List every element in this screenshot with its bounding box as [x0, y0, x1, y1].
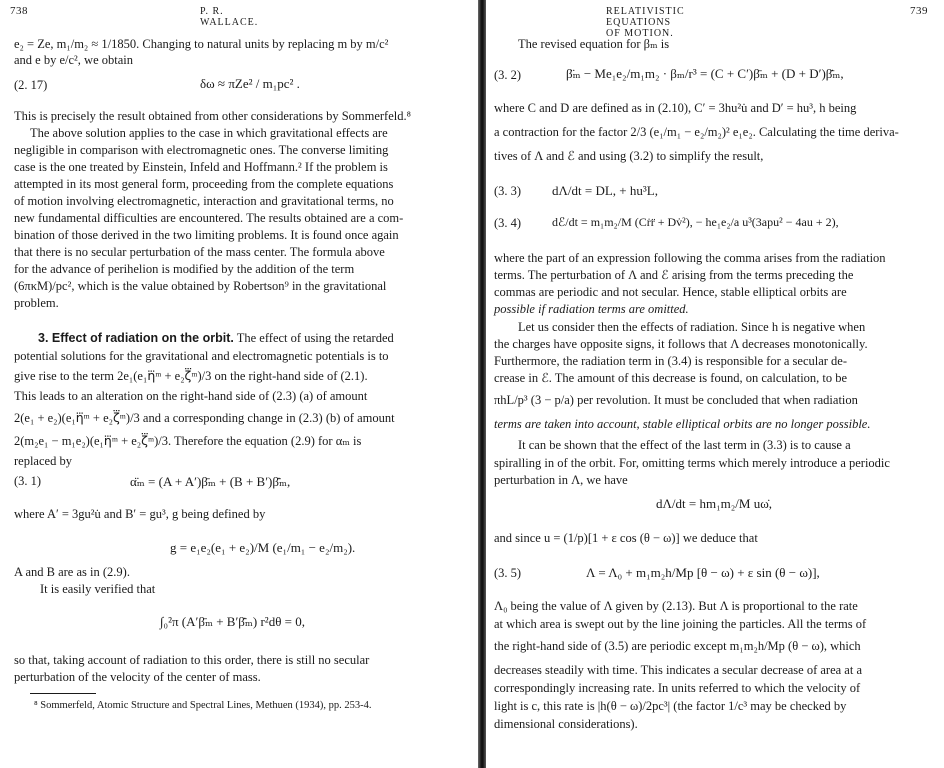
- eq-3-2: β̈ₘ − Me₁e₂/m₁m₂ · βₘ/r³ = (C + C′)β̄ₘ + (D + D′)β̄̇ₘ,: [566, 66, 844, 81]
- left-line-7: attempted in its most general form, proceeding from the complete equations: [14, 177, 394, 191]
- left-line-13: (6πκM)/pc², which is the value obtained by Robertson⁹ in the gravitational: [14, 279, 387, 293]
- eq-3-1-label: (3. 1): [14, 474, 42, 488]
- eq-3-4: dℰ/dt = m₁m₂/M (Cṙr̈ + Dv̇²), − he₁e₂/a u³(3apu² − 4au + 2),: [552, 215, 839, 229]
- left-line-22: A and B are as in (2.9).: [14, 565, 130, 579]
- right-line-15: It can be shown that the effect of the last term in (3.3) is to cause a: [518, 438, 851, 452]
- left-line-5: negligible in comparison with electromagnetic ones. The converse limiting: [14, 143, 389, 157]
- right-line-5: where the part of an expression following the comma arises from the radiation: [494, 251, 886, 265]
- left-page-number: 738: [10, 5, 28, 17]
- book-gutter: [478, 0, 486, 768]
- left-line-24: so that, taking account of radiation to this order, there is still no secular: [14, 653, 370, 667]
- left-line-11: that there is no secular perturbation of the mass center. The formula above: [14, 245, 385, 259]
- right-line-13: πhL/p³ (3 − p/a) per revolution. It must be concluded that when radiation: [494, 393, 858, 407]
- eq-3-2-label: (3. 2): [494, 68, 522, 82]
- eq-g-definition: g = e₁e₂(e₁ + e₂)/M (e₁/m₁ − e₂/m₂).: [170, 540, 356, 555]
- right-page: [486, 0, 944, 768]
- footnote: ⁸ Sommerfeld, Atomic Structure and Spectral Lines, Methuen (1934), pp. 253-4.: [34, 700, 372, 711]
- right-line-20: at which area is swept out by the line joining the particles. All the terms of: [494, 617, 867, 631]
- eq-3-1: α̈ₘ = (A + A′)β̄ₘ + (B + B′)β̄̇ₘ,: [130, 474, 291, 489]
- right-line-10: the charges have opposite signs, it follows that Λ decreases monotonically.: [494, 337, 868, 351]
- left-line-1: e₂ = Ze, m₁/m₂ ≈ 1/1850. Changing to natural units by replacing m by m/c²: [14, 37, 389, 51]
- left-line-14: problem.: [14, 296, 59, 310]
- left-line-12: for the advance of perihelion is modified by the addition of the term: [14, 262, 355, 276]
- right-line-19: Λ₀ being the value of Λ given by (2.13). But Λ is proportional to the rate: [494, 599, 858, 613]
- right-line-11: Furthermore, the radiation term in (3.4) is responsible for a secular de-: [494, 354, 848, 368]
- left-line-19: 2(m₂e₁ − m₁e₂)(e₁η⃛ᵐ + e₂ζ⃛ᵐ)/3. Therefore the equation (2.9) for αₘ is: [14, 434, 362, 448]
- left-line-16: give rise to the term 2e₁(e₁η⃛ᵐ + e₂ζ⃛ᵐ)/3 on the right-hand side of (2.1).: [14, 369, 368, 383]
- right-line-1: The revised equation for βₘ is: [518, 37, 670, 51]
- right-page-number: 739: [910, 5, 928, 17]
- right-line-16: spiralling in of the orbit. For, omitting terms which merely introduce a periodic: [494, 456, 890, 470]
- section-continuation: The effect of using the retarded: [236, 331, 394, 345]
- left-line-3: This is precisely the result obtained from other considerations by Sommerfeld.⁸: [14, 109, 411, 123]
- eq-3-5: Λ = Λ₀ + m₁m₂h/Mp [θ − ω) + ε sin (θ − ω)],: [586, 565, 820, 580]
- eq-3-3: dΛ/dt = DL, + hu³L,: [552, 183, 658, 198]
- right-line-8: possible if radiation terms are omitted.: [494, 302, 689, 316]
- right-line-25: dimensional considerations).: [494, 717, 638, 731]
- right-line-22: decreases steadily with time. This indicates a secular decrease of area at a: [494, 663, 862, 677]
- left-line-9: new fundamental difficulties are encountered. The results obtained are a com-: [14, 211, 404, 225]
- eq-3-5-label: (3. 5): [494, 566, 522, 580]
- eq-unlabeled: dΛ/dt = hm₁m₂/M uω̇,: [656, 496, 772, 511]
- right-line-2: where C and D are defined as in (2.10), C′ = 3hu²u̇ and D′ = hu³, h being: [494, 101, 857, 115]
- left-line-2: and e by e/c², we obtain: [14, 53, 133, 67]
- section-heading-line: [38, 330, 394, 346]
- right-line-3: a contraction for the factor 2/3 (e₁/m₁ − e₂/m₂)² e₁e₂. Calculating the time deriva-: [494, 125, 899, 139]
- eq-2-17: δω ≈ πZe² / m₁pc² .: [200, 76, 300, 91]
- right-line-17: perturbation in Λ, we have: [494, 473, 628, 487]
- left-line-18: 2(e₁ + e₂)(e₁η⃛ᵐ + e₂ζ⃛ᵐ)/3 and a corresponding change in (2.3) (b) of amount: [14, 411, 395, 425]
- right-line-12: crease in ℰ. The amount of this decrease is found, on calculation, to be: [494, 371, 848, 385]
- eq-3-3-label: (3. 3): [494, 184, 522, 198]
- footnote-rule: [30, 693, 96, 694]
- left-running-head: P. R. WALLACE.: [200, 6, 259, 28]
- right-line-21: the right-hand side of (3.5) are periodic except m₁m₂h/Mp (θ − ω), which: [494, 639, 861, 653]
- right-line-6: terms. The perturbation of Λ and ℰ arising from the terms preceding the: [494, 268, 854, 282]
- left-line-23: It is easily verified that: [40, 582, 156, 596]
- eq-3-4-label: (3. 4): [494, 216, 522, 230]
- right-line-23: correspondingly increasing rate. In units referred to which the velocity of: [494, 681, 861, 695]
- right-line-18: and since u = (1/p)[1 + ε cos (θ − ω)] we deduce that: [494, 531, 758, 545]
- left-line-6: case is the one treated by Einstein, Infeld and Hoffmann.² If the problem is: [14, 160, 388, 174]
- left-line-25: perturbation of the velocity of the center of mass.: [14, 670, 261, 684]
- left-line-17: This leads to an alteration on the right-hand side of (2.3) (a) of amount: [14, 389, 368, 403]
- right-line-7: commas are periodic and not secular. Hence, stable elliptical orbits are: [494, 285, 847, 299]
- left-line-4: The above solution applies to the case in which gravitational effects are: [30, 126, 388, 140]
- left-line-21: where A′ = 3gu²u̇ and B′ = gu³, g being defined by: [14, 507, 266, 521]
- left-line-8: of motion involving electromagnetic, interaction and gravitational terms, no: [14, 194, 394, 208]
- left-line-10: bination of those derived in the two limiting problems. It is found once again: [14, 228, 399, 242]
- right-line-9: Let us consider then the effects of radiation. Since h is negative when: [518, 320, 866, 334]
- section-heading: 3. Effect of radiation on the orbit.: [38, 331, 234, 345]
- right-line-14: terms are taken into account, stable elliptical orbits are no longer possible.: [494, 417, 871, 431]
- right-line-4: tives of Λ and ℰ and using (3.2) to simplify the result,: [494, 149, 764, 163]
- eq-2-17-label: (2. 17): [14, 78, 48, 92]
- right-line-24: light is c, this rate is |h(θ − ω)/2pc³| (the factor 1/c³ may be checked by: [494, 699, 847, 713]
- left-line-20: replaced by: [14, 454, 72, 468]
- right-running-head: RELATIVISTIC EQUATIONS OF MOTION.: [606, 6, 685, 39]
- eq-integral: ∫₀²π (A′β̄ₘ + B′β̄̇ₘ) r²dθ = 0,: [160, 614, 305, 629]
- left-line-15: potential solutions for the gravitational and electromagnetic potentials is to: [14, 349, 389, 363]
